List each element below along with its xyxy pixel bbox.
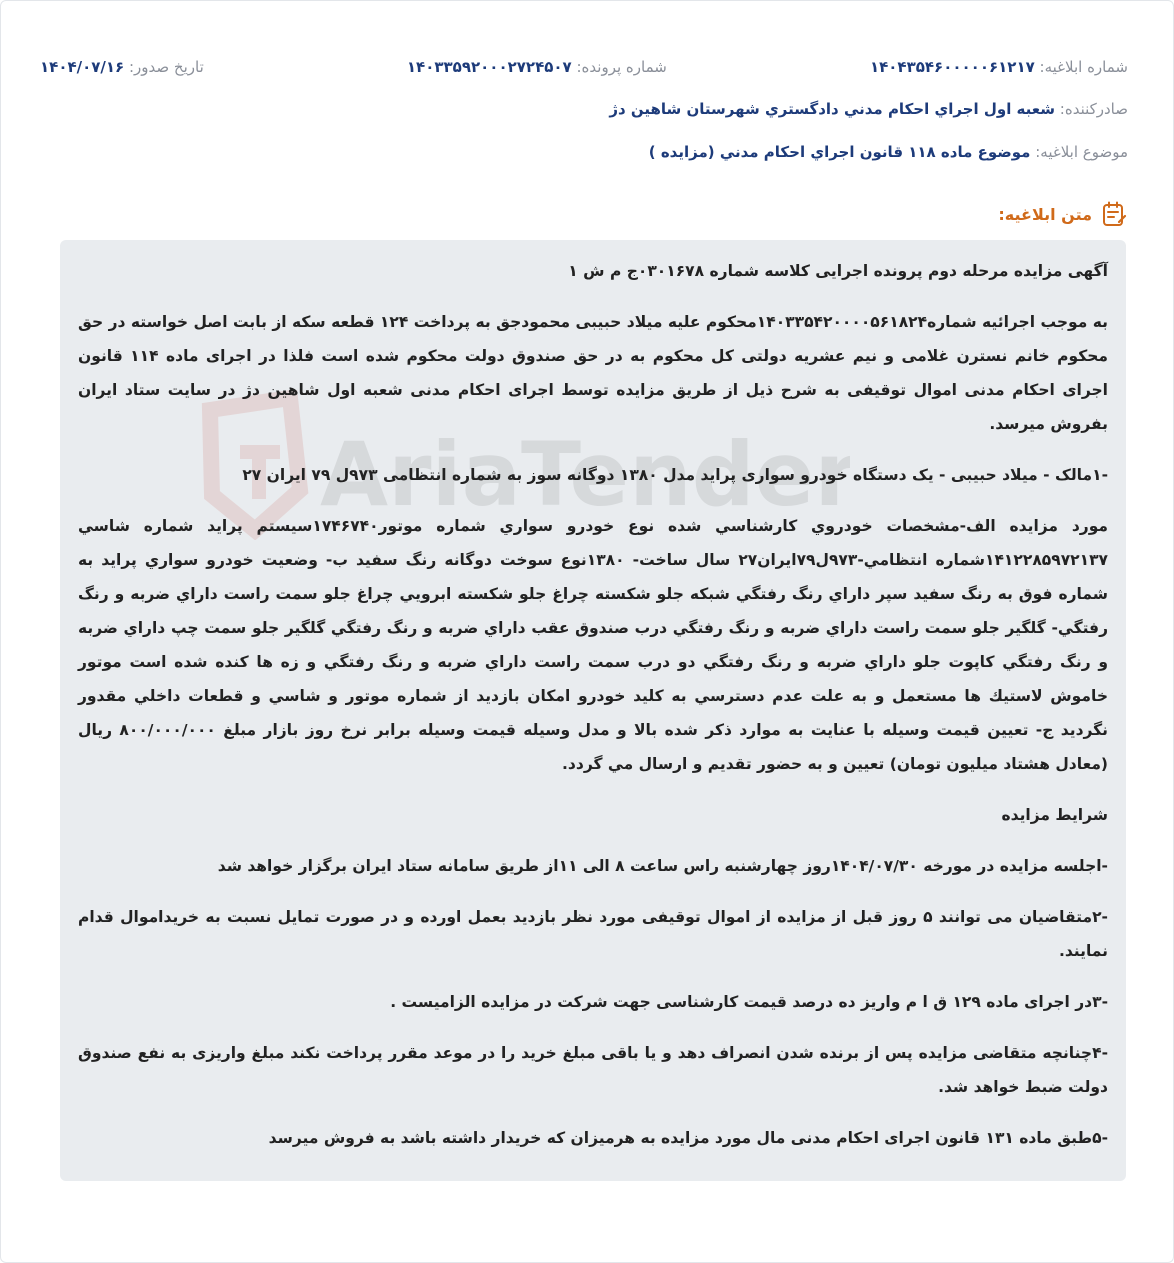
issuer-value: شعبه اول اجراي احكام مدني دادگستري شهرستان شاهين دژ xyxy=(609,100,1055,118)
body-paragraph-6: -اجلسه مزایده در مورخه ۱۴۰۴/۰۷/۳۰روز چهارشنبه راس ساعت ۸ الی ۱۱از طریق سامانه ستاد ایران برگزار خواهد شد xyxy=(217,857,1108,875)
body-paragraph-10: -۵طبق ماده ۱۳۱ قانون اجرای احکام مدنی مال مورد مزایده به هرمیزان که خریدار داشته باشد به فروش میرسد xyxy=(268,1129,1108,1147)
body-paragraph-8: -۳در اجرای ماده ۱۲۹ ق ا م واریز ده درصد قیمت کارشناسی جهت شرکت در مزایده الزامیست . xyxy=(390,993,1108,1011)
subject-value: موضوع ماده ۱۱۸ قانون اجراي احكام مدني (مزايده ) xyxy=(648,143,1031,161)
body-paragraph-7: -۲متقاضیان می توانند ۵ روز قبل از مزایده از اموال توقیفی مورد نظر بازدید بعمل اورده و در صورت تمایل نسبت به خریداموال قدام نمایند. xyxy=(78,908,1108,960)
body-paragraph-3: -۱مالک - میلاد حبیبی - یک دستگاه خودرو سواری پراید مدل ۱۳۸۰ دوگانه سوز به شماره انتظامی ۹۷۳ل ۷۹ ایران ۲۷ xyxy=(242,466,1108,484)
case-number-label: شماره پرونده: xyxy=(576,58,667,76)
case-number-value: ۱۴۰۳۳۵۹۲۰۰۰۲۷۲۴۵۰۷ xyxy=(406,58,572,76)
issue-date-label: تاریخ صدور: xyxy=(129,58,204,76)
notice-content-panel xyxy=(60,240,1126,1181)
issuer-label: صادرکننده: xyxy=(1059,100,1128,118)
watermark-text: AriaTender xyxy=(320,423,846,526)
subject-line xyxy=(649,143,1128,161)
body-paragraph-5: شرایط مزایده xyxy=(1001,806,1108,824)
notice-text-header xyxy=(998,200,1128,228)
body-paragraph-1: آگهی مزایده مرحله دوم پرونده اجرایی کلاسه شماره ۰۳۰۱۶۷۸ج م ش ۱ xyxy=(568,262,1108,280)
body-paragraph-4: مورد مزايده الف-مشخصات خودروي كارشناسي شده نوع خودرو سواري شماره موتور۱۷۴۶۷۴۰سيستم پرايد شماره شاسي ۱۴۱۲۲۸۵۹۷۲۱۳۷شماره انتظامي-۹۷۳ل۷۹ايران۲۷ سال ساخت- ۱۳۸۰نوع سوخت دوگانه رنگ سفيد ب- وضعيت خودرو سواري پرايد به شماره فوق به رنگ سفيد سپر داراي رنگ رفتگي شبكه جلو شكسته چراغ جلو شكسته ابرويي چراغ جلو سمت راست داراي ضربه و رنگ رفتگي- گلگير جلو سمت راست داراي ضربه و رنگ رفتگي درب صندوق عقب داراي ضربه و رنگ رفتگي گلگير جلو سمت چپ داراي ضربه و رنگ رفتگي كاپوت جلو داراي ضربه و رنگ رفتگي دو درب سمت راست داراي ضربه و رنگ رفتگي و زه ها كنده شده است موتور خاموش لاستيك ها مستعمل و به علت عدم دسترسي به كليد خودرو امكان بازديد از شماره موتور و شاسي و قطعات داخلي مقدور نگرديد ج- تعيين قيمت وسيله با عنايت به موارد ذكر شده بالا و مدل وسيله قيمت وسيله برابر نرخ روز بازار مبلغ ۸۰۰/۰۰۰/۰۰۰ ريال (معادل هشتاد ميليون تومان) تعيين و به حضور تقديم و ارسال مي گردد. xyxy=(78,517,1109,773)
notice-text-title: متن ابلاغیه: xyxy=(998,204,1092,224)
note-icon xyxy=(1100,200,1128,228)
meta-row xyxy=(40,58,1128,76)
body-paragraph-11 xyxy=(78,1172,1108,1181)
case-number xyxy=(407,58,667,76)
body-paragraph-2: به موجب اجرائیه شماره۱۴۰۳۳۵۴۲۰۰۰۰۵۶۱۸۲۴محکوم علیه میلاد حبیبی محمودجق به پرداخت ۱۲۴ قطعه سکه از بابت اصل خواسته در حق محکوم خانم نسترن غلامی و نیم عشریه دولتی کل محکوم به در حق صندوق دولت محکوم شده است فلذا در اجرای ماده ۱۱۴ قانون اجرای احکام مدنی اموال توقیفی به شرح ذیل از طریق مزایده توسط اجرای احکام مدنی شعبه اول شاهین دژ در سایت ستاد ایران بفروش میرسد. xyxy=(78,313,1108,433)
subject-label: موضوع ابلاغیه: xyxy=(1035,143,1128,161)
notice-number xyxy=(870,58,1128,76)
body-paragraph-9: -۴چنانچه متقاضی مزایده پس از برنده شدن انصراف دهد و یا باقی مبلغ خرید را در موعد مقرر پرداخت نکند مبلغ واریزی به نفع صندوق دولت ضبط خواهد شد. xyxy=(78,1044,1108,1096)
issuer-line xyxy=(609,100,1128,118)
notice-body xyxy=(78,254,1108,1181)
issue-date-value: ۱۴۰۴/۰۷/۱۶ xyxy=(40,58,125,76)
issue-date xyxy=(40,58,204,76)
notice-number-label: شماره ابلاغیه: xyxy=(1039,58,1128,76)
notice-number-value: ۱۴۰۴۳۵۴۶۰۰۰۰۰۶۱۲۱۷ xyxy=(869,58,1035,76)
